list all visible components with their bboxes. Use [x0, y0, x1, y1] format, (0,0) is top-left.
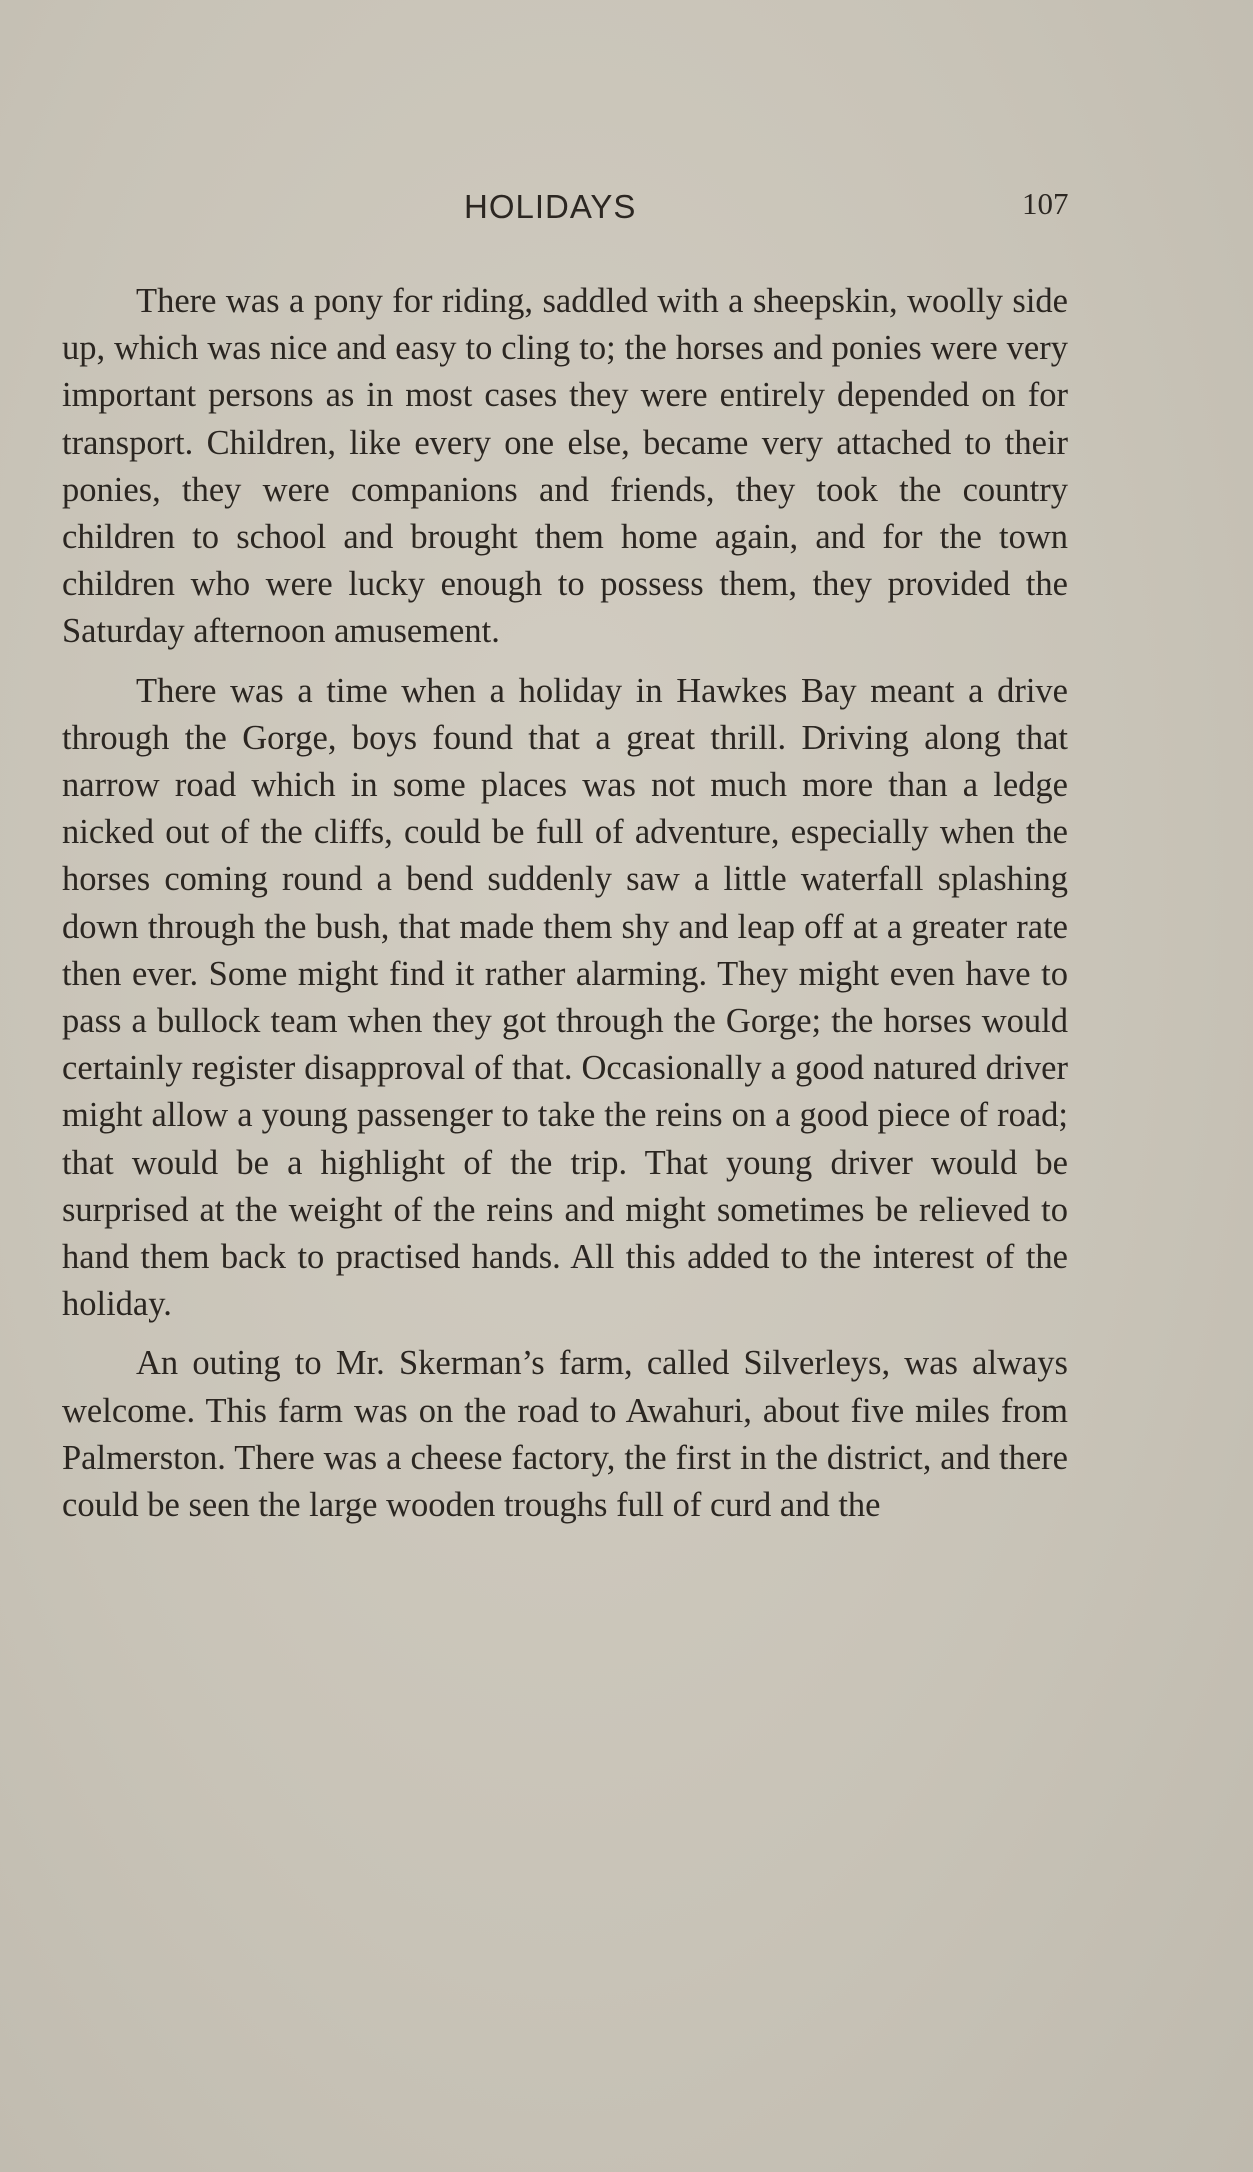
paragraph-pony: There was a pony for riding, saddled with a sheepskin, woolly side up, which was nice and easy to cling to; the horses and ponies were very important persons as in most cases they were entirely depended on for transport. Children, like every one else, became very attached to their ponies, they were companions and friends, they took the country children to school and brought them home again, and for the town children who were lucky enough to possess them, they provided the Saturday afternoon amusement.	[62, 282, 1068, 651]
chapter-title: HOLIDAYS	[464, 188, 637, 225]
body-text	[62, 278, 1068, 1541]
running-head	[0, 182, 1253, 232]
paragraph-gorge: There was a time when a holiday in Hawkes Bay meant a drive through the Gorge, boys found that a great thrill. Driving along that narrow road which in some places was not much more than a ledge nicked out of the cliffs, could be full of adventure, especially when the horses coming round a bend suddenly saw a little waterfall splashing down through the bush, that made them shy and leap off at a greater rate then ever. Some might find it rather alarming. They might even have to pass a bullock team when they got through the Gorge; the horses would certainly register disapproval of that. Occasionally a good natured driver might allow a young passenger to take the reins on a good piece of road; that would be a highlight of the trip. That young driver would be surprised at the weight of the reins and might sometimes be relieved to hand them back to practised hands. All this added to the interest of the holiday.	[62, 671, 1068, 1324]
page-number: 107	[1022, 186, 1069, 221]
paragraph-silverleys: An outing to Mr. Skerman’s farm, called Silverleys, was always welcome. This farm was on the road to Awahuri, about five miles from Palmerston. There was a cheese factory, the first in the district, and there could be seen the large wooden troughs full of curd and the	[62, 1344, 1068, 1525]
